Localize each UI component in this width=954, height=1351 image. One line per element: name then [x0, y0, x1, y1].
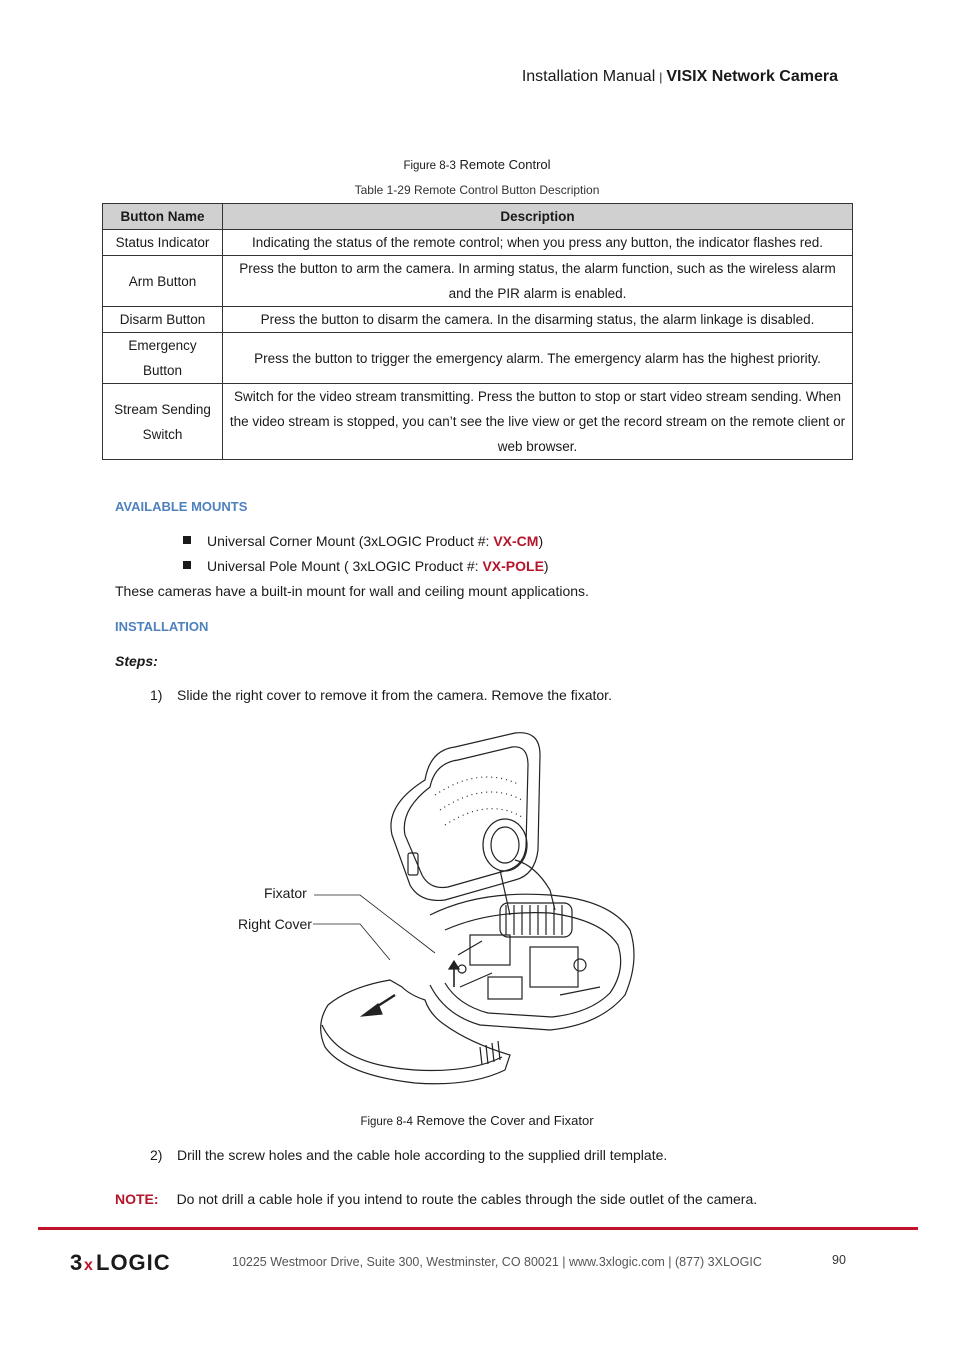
svg-text:LOGIC: LOGIC [96, 1250, 171, 1275]
figure-number: Figure 8-3 [403, 160, 456, 172]
camera-cover-illustration [230, 725, 650, 1095]
bullet-square-icon [183, 561, 191, 569]
logo-mark [70, 1249, 205, 1275]
note-label: NOTE: [115, 1191, 159, 1207]
button-name-cell: Disarm Button [103, 307, 223, 333]
step-number: 2) [150, 1147, 163, 1163]
footer-address: 10225 Westmoor Drive, Suite 300, Westminster, CO 80021 | www.3xlogic.com | (877) 3XLOGIC [232, 1255, 762, 1269]
column-header-description: Description [223, 204, 853, 230]
button-description-table [102, 203, 853, 460]
table-row [103, 333, 853, 384]
step-text: Slide the right cover to remove it from the camera. Remove the fixator. [177, 687, 612, 703]
mount-note-paragraph: These cameras have a built-in mount for wall and ceiling mount applications. [115, 583, 589, 599]
product-code: VX-POLE [482, 558, 544, 574]
step-2 [150, 1147, 667, 1163]
figure-8-4-caption [0, 1113, 954, 1128]
step-text: Drill the screw holes and the cable hole according to the supplied drill template. [177, 1147, 668, 1163]
figure-number: Figure 8-4 [360, 1116, 413, 1128]
table-row [103, 307, 853, 333]
product-code: VX-CM [493, 533, 539, 549]
button-name-cell: Status Indicator [103, 230, 223, 256]
step-1 [150, 687, 612, 703]
step-number: 1) [150, 687, 163, 703]
figure-title: Remote Control [459, 157, 551, 172]
figure-8-3-caption [0, 157, 954, 172]
description-cell: Switch for the video stream transmitting. Press the button to stop or start video stream sending. When the video stream is stopped, you can’t see the live view or get the record stream on the remote client or web browser. [223, 384, 853, 460]
camera-drawing [230, 725, 650, 1095]
fixator-label: Fixator [264, 885, 307, 901]
column-header-button-name: Button Name [103, 204, 223, 230]
svg-text:3: 3 [70, 1250, 83, 1275]
available-mounts-heading: AVAILABLE MOUNTS [115, 499, 248, 514]
table-row [103, 230, 853, 256]
figure-title: Remove the Cover and Fixator [416, 1113, 594, 1128]
button-name-cell: Emergency Button [103, 333, 223, 384]
page-header [522, 68, 838, 86]
description-cell: Press the button to disarm the camera. In the disarming status, the alarm linkage is disabled. [223, 307, 853, 333]
svg-text:x: x [84, 1257, 93, 1274]
bullet-square-icon [183, 536, 191, 544]
company-logo [70, 1249, 205, 1280]
mount-text: Universal Pole Mount ( 3xLOGIC Product #: [207, 558, 483, 574]
table-row [103, 384, 853, 460]
table-caption: Table 1-29 Remote Control Button Description [354, 183, 600, 197]
installation-heading: INSTALLATION [115, 619, 209, 634]
description-cell: Indicating the status of the remote control; when you press any button, the indicator flashes red. [223, 230, 853, 256]
product-name: VISIX Network Camera [666, 68, 838, 85]
mount-text-end: ) [538, 533, 544, 549]
manual-title: Installation Manual [521, 68, 656, 85]
note-text: Do not drill a cable hole if you intend to route the cables through the side outlet of the camera. [176, 1191, 758, 1207]
mount-text: Universal Corner Mount (3xLOGIC Product #: [207, 533, 494, 549]
list-item [183, 558, 549, 574]
table-row [103, 256, 853, 307]
table-header-row [103, 204, 853, 230]
right-cover-label: Right Cover [238, 916, 312, 932]
button-name-cell: Arm Button [103, 256, 223, 307]
steps-label: Steps: [115, 653, 158, 669]
description-cell: Press the button to arm the camera. In arming status, the alarm function, such as the wireless alarm and the PIR alarm is enabled. [223, 256, 853, 307]
list-item [183, 533, 543, 549]
button-name-cell: Stream Sending Switch [103, 384, 223, 460]
mount-text-end: ) [543, 558, 549, 574]
note-paragraph [115, 1191, 757, 1207]
header-separator: | [659, 70, 663, 84]
footer-divider [38, 1227, 918, 1230]
description-cell: Press the button to trigger the emergency alarm. The emergency alarm has the highest priority. [223, 333, 853, 384]
page-number: 90 [832, 1253, 846, 1267]
